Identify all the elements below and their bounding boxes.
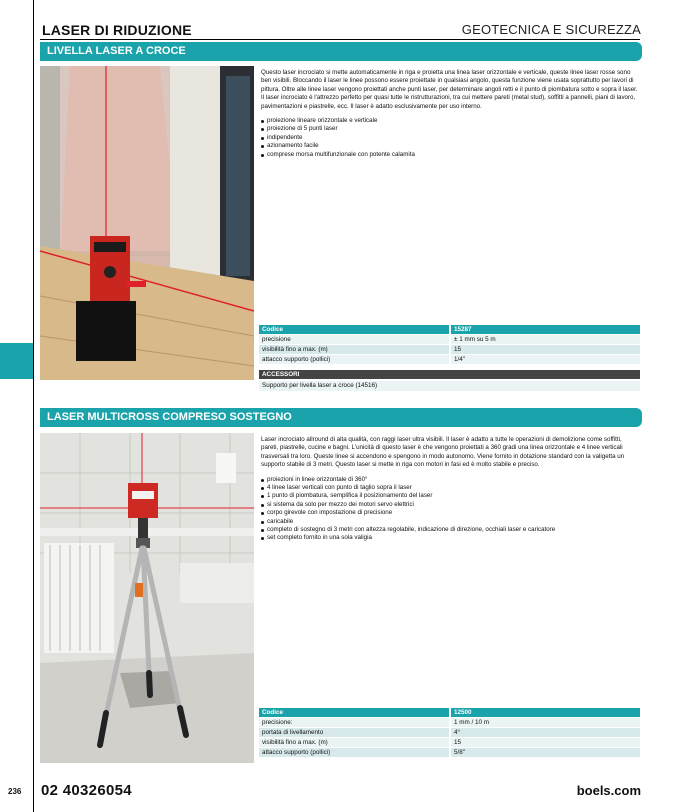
table-header-label: Codice: [259, 325, 450, 335]
table-header-row: [259, 708, 640, 718]
list-item: indipendente: [261, 134, 639, 142]
photo-cross-laser: [40, 66, 254, 380]
page-number: 236: [8, 787, 22, 796]
table-cell-value: 15: [450, 738, 640, 748]
spec-table-cross-laser: [259, 325, 640, 365]
page-title: LASER DI RIDUZIONE: [42, 22, 192, 38]
table-cell-value: 5/8": [450, 748, 640, 758]
list-item: proiezioni in linee orizzontale di 360°: [261, 476, 639, 484]
list-item: 4 linee laser verticali con punto di taglio sopra il laser: [261, 484, 639, 492]
table-cell-label: precisione:: [259, 718, 450, 728]
table-cell-label: visibilità fino a max. (m): [259, 345, 450, 355]
list-item: 1 punto di piombatura, semplifica il posizionamento del laser: [261, 492, 639, 500]
margin-line: [33, 0, 34, 812]
list-item: caricabile: [261, 518, 639, 526]
table-cell-value: 1 mm / 10 m: [450, 718, 640, 728]
table-row: [259, 738, 640, 748]
list-item: si sistema da solo per mezzo dei motori servo elettrici: [261, 501, 639, 509]
description-multicross-laser: [261, 436, 639, 543]
table-row: [259, 748, 640, 758]
table-header-code: 15287: [450, 325, 640, 335]
list-item: proiezione di 5 punti laser: [261, 125, 639, 133]
table-cell-label: precisione: [259, 335, 450, 345]
table-cell-value: 4°: [450, 728, 640, 738]
table-cell-label: visibilità fino a max. (m): [259, 738, 450, 748]
list-item: azionamento facile: [261, 142, 639, 150]
table-cell-value: 15: [450, 345, 640, 355]
description-text: Questo laser incrociato si mette automaticamente in riga e proietta una linea laser orizzontale e verticale, queste linee laser rosse sono ben visibili. Bloccando il laser le linee possono essere proiettate in qualsiasi angolo, questa funzione viene usata soprattutto per lavori di pittura. Oltre alle linee laser vengono proiettati anche punti laser, per determinare angoli retti e il punto di piombatura sotto e sopra il laser. Il laser incrociato è l'attrezzo perfetto per quasi tutte le ristrutturazioni, tra cui mettere pareti (metal stud), soffitti a pannelli, piani di lavoro, pavimentazioni e piastrelle, ecc. Il laser è adatto esclusivamente per uso interno.: [261, 69, 638, 110]
accessories-item: Supporto per livella laser a croce (14516): [259, 381, 640, 391]
phone-number: 02 40326054: [41, 782, 132, 799]
photo-multicross-laser: [40, 433, 254, 763]
table-header-code: 12500: [450, 708, 640, 718]
feature-list: [261, 117, 639, 159]
table-cell-label: portata di livellamento: [259, 728, 450, 738]
description-text: Laser incrociato allround di alta qualità, con raggi laser ultra visibili. Il laser è adatto a tutte le operazioni di demolizione come soffitti, pareti, piastrelle, cucine e bagni. L'unicità di questo laser è che vengono proiettati a 360 gradi una linea orizzontale e 4 linee verticali trasversali tra loro. Queste linee si accendono e spengono in modo autonomo. Viene fornito in dotazione standard con la valigetta un supporto stabile di 3 metri. Questo laser si mette in riga con motori in fasi ed è molto stabile e preciso.: [261, 436, 625, 469]
list-item: comprese morsa multifunzionale con potente calamita: [261, 151, 639, 159]
section-side-tab: [0, 343, 33, 379]
spec-table-multicross-laser: [259, 708, 640, 758]
table-row: [259, 718, 640, 728]
description-cross-laser: [261, 69, 639, 159]
category-label: GEOTECNICA E SICUREZZA: [461, 22, 641, 37]
list-item: corpo girevole con impostazione di precisione: [261, 509, 639, 517]
section-title-cross-laser: LIVELLA LASER A CROCE: [40, 42, 642, 61]
table-header-label: Codice: [259, 708, 450, 718]
table-header-row: [259, 325, 640, 335]
table-cell-label: attacco supporto (pollici): [259, 355, 450, 365]
list-item: set completo fornito in una sola valigia: [261, 534, 639, 542]
feature-list: [261, 476, 639, 543]
table-row: [259, 345, 640, 355]
table-cell-label: attacco supporto (pollici): [259, 748, 450, 758]
website-link[interactable]: boels.com: [576, 783, 641, 798]
table-cell-value: ± 1 mm su 5 m: [450, 335, 640, 345]
header-rule: [40, 39, 640, 40]
table-row: [259, 355, 640, 365]
table-row: [259, 728, 640, 738]
accessories-header: ACCESSORI: [259, 370, 640, 379]
list-item: completo di sostegno di 3 metri con altezza regolabile, indicazione di direzione, occhiali laser e caricatore: [261, 526, 639, 534]
section-title-multicross-laser: LASER MULTICROSS COMPRESO SOSTEGNO: [40, 408, 642, 427]
table-cell-value: 1/4": [450, 355, 640, 365]
table-row: [259, 335, 640, 345]
list-item: proiezione lineare orizzontale e verticale: [261, 117, 639, 125]
